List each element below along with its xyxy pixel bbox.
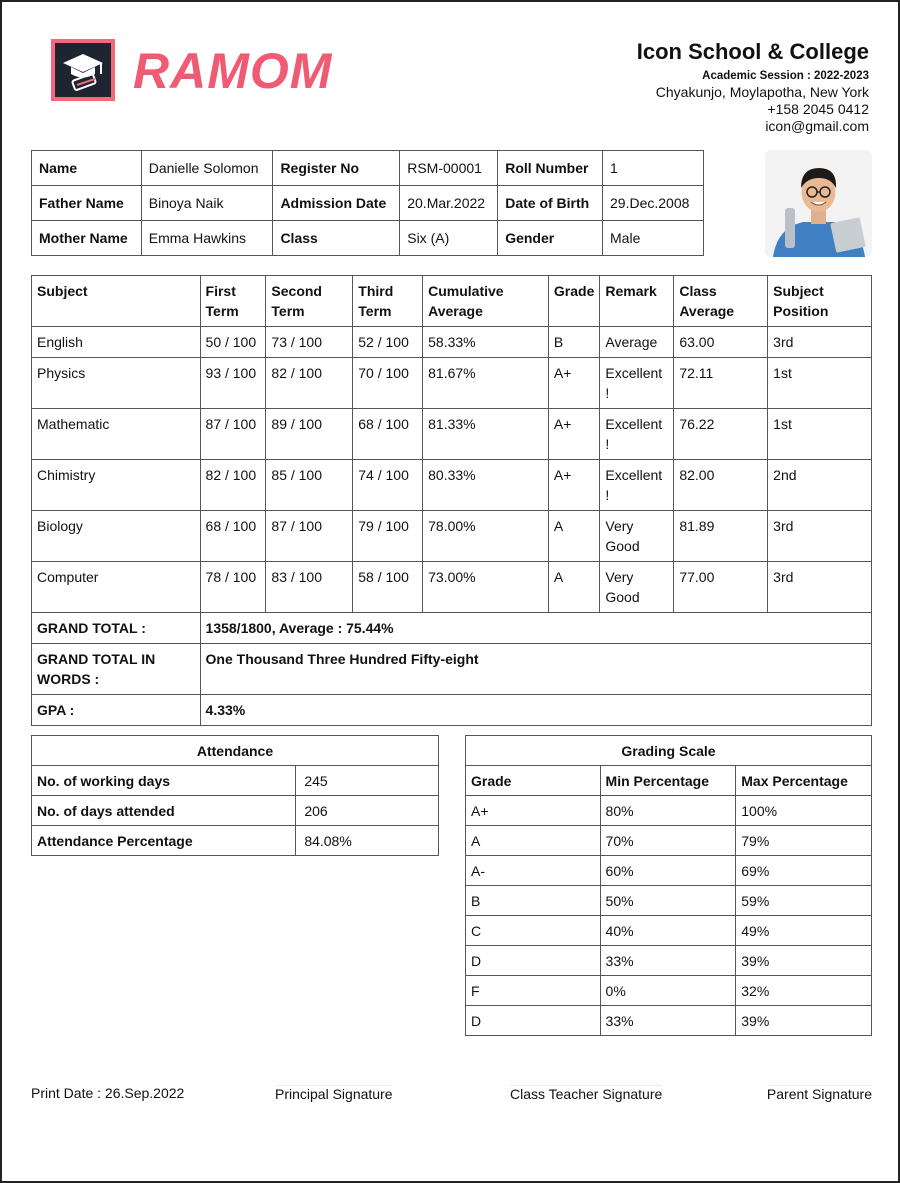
dob-label: Date of Birth <box>498 186 603 221</box>
table-cell: 73.00% <box>423 562 549 613</box>
table-cell: 73 / 100 <box>266 327 353 358</box>
table-cell: 0% <box>600 976 736 1006</box>
table-cell: 70 / 100 <box>353 358 423 409</box>
table-cell: 80% <box>600 796 736 826</box>
attendance-row <box>32 796 439 826</box>
grading-row <box>466 856 872 886</box>
table-cell: 50 / 100 <box>200 327 266 358</box>
grading-row <box>466 976 872 1006</box>
admission-label: Admission Date <box>273 186 400 221</box>
subject-row <box>32 358 872 409</box>
table-cell: 52 / 100 <box>353 327 423 358</box>
column-header: Cumulative Average <box>423 276 549 327</box>
print-date: Print Date : 26.Sep.2022 <box>31 1085 185 1101</box>
date-of-birth: 29.Dec.2008 <box>603 186 704 221</box>
school-address: Chyakunjo, Moylapotha, New York <box>655 84 869 100</box>
table-cell: 82.00 <box>674 460 768 511</box>
column-header: First Term <box>200 276 266 327</box>
table-cell: 39% <box>736 946 872 976</box>
grading-scale-table <box>465 735 872 1036</box>
table-cell: 49% <box>736 916 872 946</box>
table-cell: 76.22 <box>674 409 768 460</box>
table-cell: Chimistry <box>32 460 201 511</box>
grading-row <box>466 1006 872 1036</box>
graduation-cap-logo-icon <box>51 39 115 101</box>
column-header: Grade <box>548 276 599 327</box>
table-cell: 81.67% <box>423 358 549 409</box>
student-name: Danielle Solomon <box>141 151 273 186</box>
report-footer <box>31 1085 872 1105</box>
school-phone: +158 2045 0412 <box>767 101 869 117</box>
table-cell: A+ <box>548 409 599 460</box>
table-cell: A <box>548 511 599 562</box>
table-cell: 83 / 100 <box>266 562 353 613</box>
table-cell: 100% <box>736 796 872 826</box>
grading-row <box>466 946 872 976</box>
student-photo <box>765 150 872 257</box>
table-cell: 78 / 100 <box>200 562 266 613</box>
column-header: Remark <box>600 276 674 327</box>
table-cell: B <box>548 327 599 358</box>
table-cell: Excellent ! <box>600 358 674 409</box>
total-in-words-label: GRAND TOTAL IN WORDS : <box>32 644 201 695</box>
table-cell: Very Good <box>600 511 674 562</box>
attendance-row <box>32 826 439 856</box>
table-cell: 77.00 <box>674 562 768 613</box>
gpa-row <box>32 695 872 726</box>
table-cell: 79 / 100 <box>353 511 423 562</box>
table-cell: B <box>466 886 601 916</box>
table-cell: 68 / 100 <box>200 511 266 562</box>
table-cell: 33% <box>600 946 736 976</box>
table-cell: 63.00 <box>674 327 768 358</box>
table-cell: 70% <box>600 826 736 856</box>
table-cell: 50% <box>600 886 736 916</box>
table-cell: 3rd <box>768 327 872 358</box>
attendance-table <box>31 735 439 856</box>
table-cell: 33% <box>600 1006 736 1036</box>
father-name: Binoya Naik <box>141 186 273 221</box>
grand-total-label: GRAND TOTAL : <box>32 613 201 644</box>
total-in-words-row <box>32 644 872 695</box>
table-cell: Very Good <box>600 562 674 613</box>
table-cell: 39% <box>736 1006 872 1036</box>
table-cell: 68 / 100 <box>353 409 423 460</box>
table-cell: A- <box>466 856 601 886</box>
roll-number: 1 <box>603 151 704 186</box>
table-cell: 85 / 100 <box>266 460 353 511</box>
gpa-value: 4.33% <box>200 695 871 726</box>
grand-total-row <box>32 613 872 644</box>
mother-label: Mother Name <box>32 221 142 256</box>
attendance-label: Attendance Percentage <box>32 826 296 856</box>
table-cell: 82 / 100 <box>200 460 266 511</box>
column-header: Grade <box>466 766 601 796</box>
column-header: Min Percentage <box>600 766 736 796</box>
table-cell: A <box>466 826 601 856</box>
column-header: Subject <box>32 276 201 327</box>
table-cell: Biology <box>32 511 201 562</box>
table-cell: 69% <box>736 856 872 886</box>
grand-total-value: 1358/1800, Average : 75.44% <box>200 613 871 644</box>
grading-row <box>466 826 872 856</box>
table-cell: Computer <box>32 562 201 613</box>
column-header: Third Term <box>353 276 423 327</box>
school-email: icon@gmail.com <box>765 118 869 134</box>
mother-name: Emma Hawkins <box>141 221 273 256</box>
table-cell: D <box>466 946 601 976</box>
table-cell: 1st <box>768 358 872 409</box>
academic-session: Academic Session : 2022-2023 <box>702 70 869 82</box>
attendance-row <box>32 766 439 796</box>
attendance-title: Attendance <box>32 736 439 766</box>
table-cell: 58.33% <box>423 327 549 358</box>
grading-row <box>466 886 872 916</box>
table-cell: 79% <box>736 826 872 856</box>
table-cell: Excellent ! <box>600 460 674 511</box>
table-cell: Physics <box>32 358 201 409</box>
table-cell: 74 / 100 <box>353 460 423 511</box>
principal-signature: Principal Signature <box>275 1086 393 1102</box>
subject-row <box>32 409 872 460</box>
table-cell: 59% <box>736 886 872 916</box>
column-header: Second Term <box>266 276 353 327</box>
admission-date: 20.Mar.2022 <box>400 186 498 221</box>
gender-value: Male <box>603 221 704 256</box>
gpa-label: GPA : <box>32 695 201 726</box>
table-cell: D <box>466 1006 601 1036</box>
table-cell: A+ <box>548 358 599 409</box>
attendance-label: No. of days attended <box>32 796 296 826</box>
register-label: Register No <box>273 151 400 186</box>
gender-label: Gender <box>498 221 603 256</box>
marks-table <box>31 275 872 726</box>
table-cell: 1st <box>768 409 872 460</box>
table-cell: Mathematic <box>32 409 201 460</box>
table-cell: 32% <box>736 976 872 1006</box>
total-in-words-value: One Thousand Three Hundred Fifty-eight <box>200 644 871 695</box>
table-cell: 60% <box>600 856 736 886</box>
subject-row <box>32 562 872 613</box>
father-label: Father Name <box>32 186 142 221</box>
class-teacher-signature: Class Teacher Signature <box>510 1086 663 1102</box>
table-cell: 58 / 100 <box>353 562 423 613</box>
table-cell: 40% <box>600 916 736 946</box>
brand-logo-text: RAMOM <box>133 43 333 99</box>
class-value: Six (A) <box>400 221 498 256</box>
grading-scale-title: Grading Scale <box>466 736 872 766</box>
table-cell: 82 / 100 <box>266 358 353 409</box>
school-name: Icon School & College <box>636 39 869 64</box>
class-label: Class <box>273 221 400 256</box>
table-cell: 87 / 100 <box>266 511 353 562</box>
register-number: RSM-00001 <box>400 151 498 186</box>
table-cell: C <box>466 916 601 946</box>
table-cell: 72.11 <box>674 358 768 409</box>
table-cell: Average <box>600 327 674 358</box>
attendance-label: No. of working days <box>32 766 296 796</box>
marks-header-row <box>32 276 872 327</box>
table-cell: 2nd <box>768 460 872 511</box>
table-cell: English <box>32 327 201 358</box>
table-cell: 81.33% <box>423 409 549 460</box>
table-cell: F <box>466 976 601 1006</box>
table-cell: 89 / 100 <box>266 409 353 460</box>
table-cell: 93 / 100 <box>200 358 266 409</box>
attendance-value: 206 <box>296 796 439 826</box>
table-cell: Excellent ! <box>600 409 674 460</box>
subject-row <box>32 327 872 358</box>
table-cell: A+ <box>466 796 601 826</box>
subject-row <box>32 460 872 511</box>
subject-row <box>32 511 872 562</box>
school-header <box>637 38 869 135</box>
grading-row <box>466 916 872 946</box>
grading-header-row <box>466 766 872 796</box>
table-cell: A+ <box>548 460 599 511</box>
table-cell: A <box>548 562 599 613</box>
table-cell: 87 / 100 <box>200 409 266 460</box>
roll-label: Roll Number <box>498 151 603 186</box>
table-cell: 3rd <box>768 562 872 613</box>
table-cell: 81.89 <box>674 511 768 562</box>
table-cell: 78.00% <box>423 511 549 562</box>
grading-row <box>466 796 872 826</box>
student-info-table <box>31 150 704 256</box>
column-header: Class Average <box>674 276 768 327</box>
table-cell: 80.33% <box>423 460 549 511</box>
column-header: Subject Position <box>768 276 872 327</box>
attendance-value: 84.08% <box>296 826 439 856</box>
attendance-value: 245 <box>296 766 439 796</box>
column-header: Max Percentage <box>736 766 872 796</box>
name-label: Name <box>32 151 142 186</box>
parent-signature: Parent Signature <box>766 1086 872 1102</box>
table-cell: 3rd <box>768 511 872 562</box>
